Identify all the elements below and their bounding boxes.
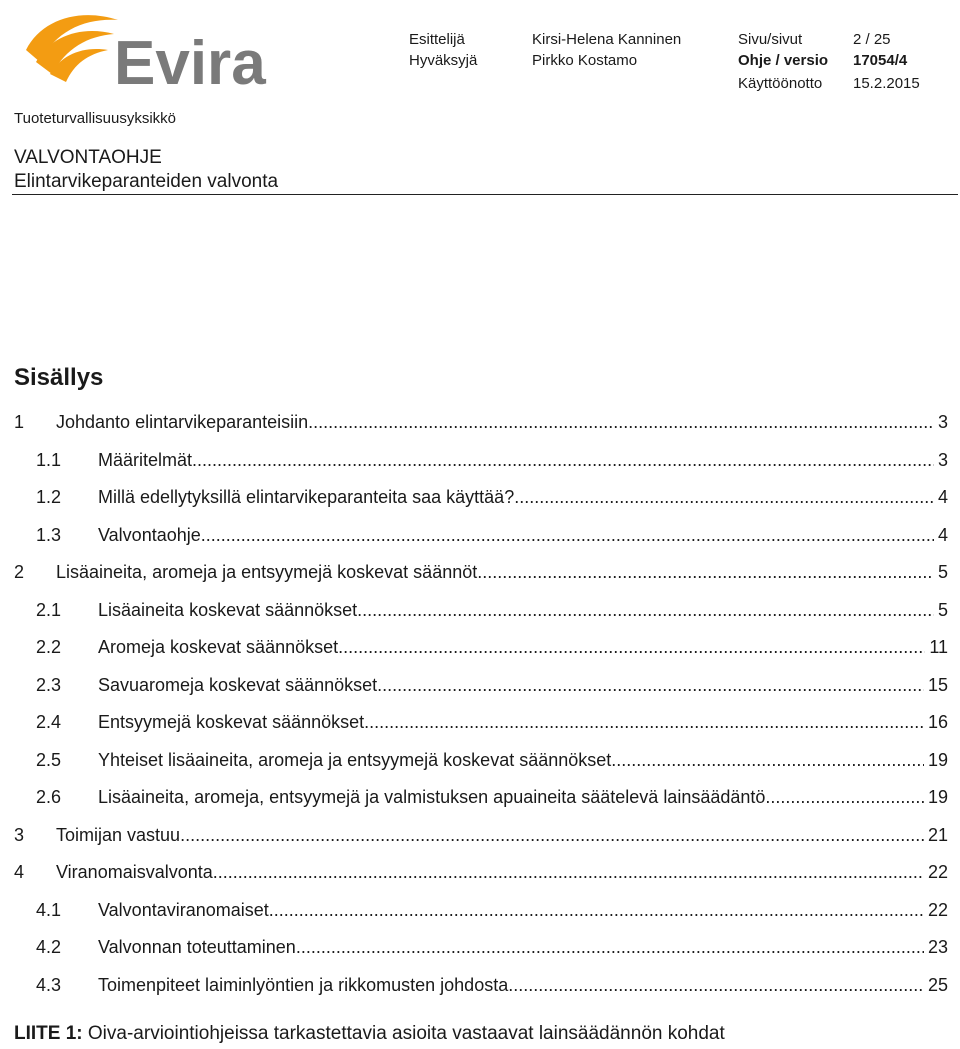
toc-leader-dots (180, 817, 924, 855)
toc-entry-number: 2.5 (36, 749, 62, 770)
toc-entry-number: 2 (14, 562, 25, 582)
organization-unit: Tuoteturvallisuusyksikkö (14, 110, 177, 127)
toc-entry-title: Valvontaohje (98, 524, 201, 545)
header-divider (12, 194, 958, 195)
toc-entry-page: 25 (927, 974, 948, 995)
toc-leader-dots (357, 592, 934, 630)
toc-leader-dots (201, 517, 934, 555)
toc-entry[interactable] (14, 517, 948, 555)
appendix-label: LIITE 1: (14, 1023, 83, 1044)
header-label-pages: Sivu/sivut (738, 31, 803, 48)
toc-entry-page: 4 (937, 524, 948, 545)
toc-entry-number: 1.2 (36, 487, 62, 507)
toc-entry[interactable] (14, 817, 948, 855)
toc-leader-dots (508, 967, 924, 1005)
toc-entry-page: 19 (927, 787, 948, 807)
toc-entry-title: Valvontaviranomaiset (98, 899, 269, 920)
header-label-approver: Hyväksyjä (409, 52, 478, 69)
document-title: Elintarvikeparanteiden valvonta (14, 171, 279, 192)
toc-entry-number: 3 (14, 824, 25, 845)
toc-entry[interactable] (14, 592, 948, 630)
toc-entry[interactable] (14, 554, 948, 592)
header-value-pages: 2 / 25 (853, 31, 891, 48)
toc-entry-page: 16 (927, 712, 948, 732)
toc-entry-title: Yhteiset lisäaineita, aromeja ja entsyymejä koskevat säännökset (98, 749, 612, 770)
toc-entry-title: Lisäaineita koskevat säännökset (98, 599, 358, 620)
toc-entry[interactable] (14, 892, 948, 930)
toc-entry[interactable] (14, 629, 948, 667)
toc-entry-number: 4.2 (36, 937, 62, 957)
toc-entry-page: 3 (937, 449, 948, 470)
toc-entry-page: 5 (937, 599, 948, 620)
toc-entry-number: 2.6 (36, 787, 62, 807)
toc-entry-title: Aromeja koskevat säännökset (98, 637, 339, 657)
toc-entry[interactable] (14, 704, 948, 742)
toc-leader-dots (514, 479, 934, 517)
toc-leader-dots (611, 742, 924, 780)
toc-leader-dots (364, 704, 924, 742)
header-value-presenter: Kirsi-Helena Kanninen (532, 31, 682, 48)
toc-leader-dots (377, 667, 924, 705)
toc-entry-title: Viranomaisvalvonta (56, 862, 213, 882)
toc-entry[interactable] (14, 404, 948, 442)
toc-entry[interactable] (14, 854, 948, 892)
toc-list (14, 404, 948, 1004)
toc-entry-number: 2.4 (36, 712, 62, 732)
toc-entry-title: Entsyymejä koskevat säännökset (98, 712, 365, 732)
toc-entry-number: 1.3 (36, 524, 62, 545)
toc-entry-title: Lisäaineita, aromeja ja entsyymejä koskevat säännöt (56, 562, 478, 582)
logo-brand-text: Evira (114, 29, 266, 90)
toc-entry[interactable] (14, 779, 948, 817)
header-label-version: Ohje / versio (738, 52, 829, 69)
header-label-presenter: Esittelijä (409, 31, 465, 48)
toc-entry-number: 4.1 (36, 899, 62, 920)
toc-entry-number: 2.2 (36, 637, 62, 657)
toc-leader-dots (213, 854, 924, 892)
toc-entry[interactable] (14, 929, 948, 967)
toc-entry-number: 4 (14, 862, 25, 882)
toc-entry-page: 22 (927, 862, 948, 882)
toc-entry-page: 21 (927, 824, 948, 845)
toc-entry-page: 19 (927, 749, 948, 770)
toc-entry-page: 4 (937, 487, 948, 507)
toc-entry-number: 4.3 (36, 974, 62, 995)
toc-heading: Sisällys (14, 364, 104, 391)
toc-leader-dots (477, 554, 934, 592)
appendix-text: Oiva-arviointiohjeissa tarkastettavia asioita vastaavat lainsäädännön kohdat (87, 1023, 725, 1044)
toc-entry-page: 5 (937, 562, 948, 582)
toc-leader-dots (192, 442, 934, 480)
toc-entry[interactable] (14, 967, 948, 1005)
header-label-effective: Käyttöönotto (738, 75, 823, 92)
toc-entry-page: 22 (927, 899, 948, 920)
header-value-effective: 15.2.2015 (853, 75, 920, 92)
toc-entry-title: Millä edellytyksillä elintarvikeparanteita saa käyttää? (98, 487, 515, 507)
header-value-approver: Pirkko Kostamo (532, 52, 638, 69)
toc-entry-title: Lisäaineita, aromeja, entsyymejä ja valmistuksen apuaineita säätelevä lainsäädäntö (98, 787, 766, 807)
evira-wing-logo-icon (22, 10, 274, 90)
toc-entry-page: 3 (937, 412, 948, 432)
toc-leader-dots (338, 629, 925, 667)
toc-entry-number: 1.1 (36, 449, 62, 470)
toc-entry-page: 11 (929, 637, 948, 657)
toc-entry-title: Savuaromeja koskevat säännökset (98, 674, 378, 695)
toc-entry-number: 1 (14, 412, 25, 432)
toc-entry[interactable] (14, 442, 948, 480)
document-title-block (14, 146, 278, 194)
toc-entry[interactable] (14, 742, 948, 780)
toc-entry-title: Toimenpiteet laiminlyöntien ja rikkomusten johdosta (98, 974, 509, 995)
header-value-version: 17054/4 (853, 52, 908, 69)
toc-leader-dots (765, 779, 924, 817)
toc-leader-dots (308, 404, 934, 442)
document-type: VALVONTAOHJE (14, 147, 162, 168)
toc-entry-title: Johdanto elintarvikeparanteisiin (56, 412, 309, 432)
appendix-line (14, 1023, 725, 1045)
toc-entry[interactable] (14, 479, 948, 517)
toc-entry-number: 2.1 (36, 599, 62, 620)
toc-entry-page: 15 (927, 674, 948, 695)
toc-entry-title: Toimijan vastuu (56, 824, 181, 845)
toc-leader-dots (296, 929, 924, 967)
toc-entry[interactable] (14, 667, 948, 705)
toc-entry-title: Määritelmät (98, 449, 193, 470)
evira-logo (22, 10, 274, 90)
toc-leader-dots (269, 892, 924, 930)
toc-entry-page: 23 (927, 937, 948, 957)
toc-entry-title: Valvonnan toteuttaminen (98, 937, 296, 957)
toc-entry-number: 2.3 (36, 674, 62, 695)
